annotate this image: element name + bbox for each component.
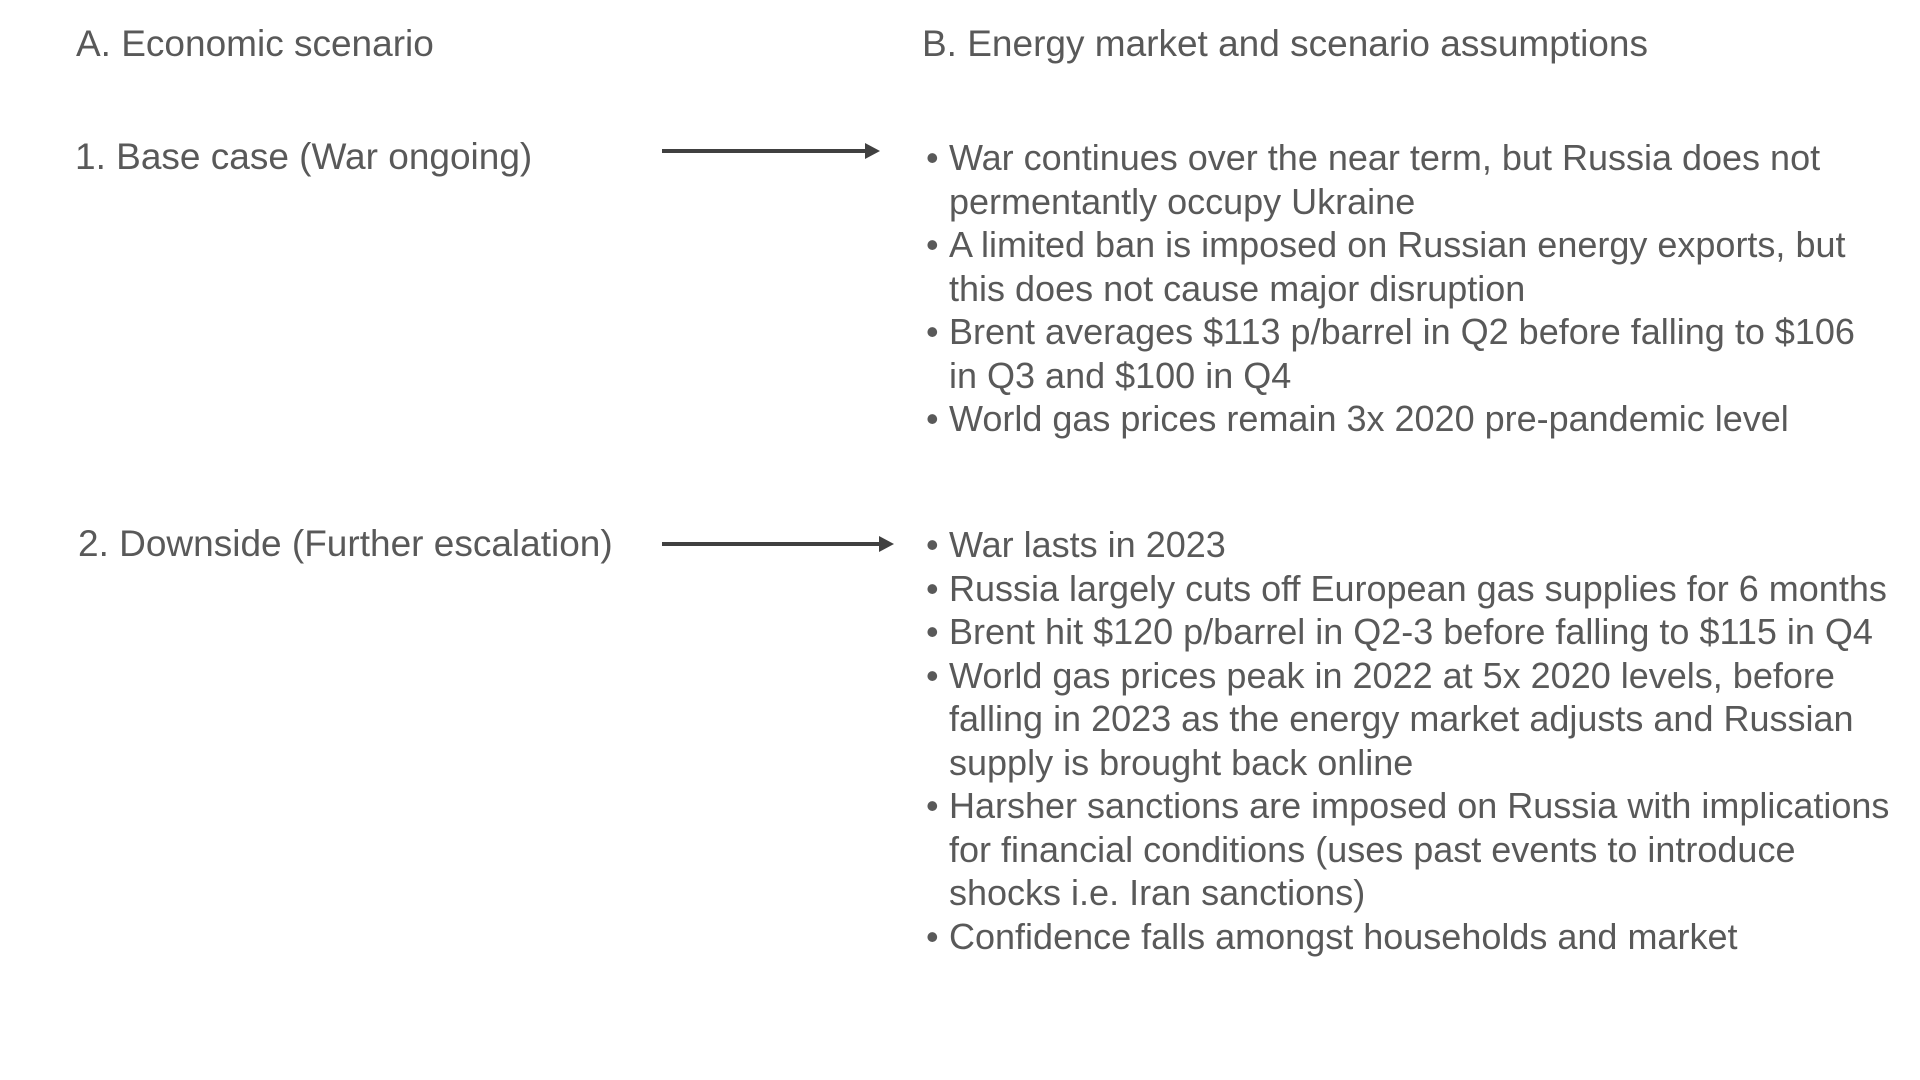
list-item: • Brent averages $113 p/barrel in Q2 before falling to $106 in Q3 and $100 in Q4 bbox=[925, 310, 1920, 397]
list-item: • World gas prices peak in 2022 at 5x 2020 levels, before falling in 2023 as the energy market adjusts and Russian supply is brought back online bbox=[925, 654, 1920, 785]
base-case-label: 1. Base case (War ongoing) bbox=[75, 136, 533, 177]
list-item: • A limited ban is imposed on Russian energy exports, but this does not cause major disruption bbox=[925, 223, 1920, 310]
right-arrow-icon bbox=[662, 534, 894, 554]
list-item: • Harsher sanctions are imposed on Russia with implications for financial conditions (uses past events to introduce shocks i.e. Iran sanctions) bbox=[925, 784, 1920, 915]
downside-label: 2. Downside (Further escalation) bbox=[78, 523, 613, 564]
list-item: • War continues over the near term, but Russia does not permentantly occupy Ukraine bbox=[925, 136, 1920, 223]
right-arrow-icon bbox=[662, 141, 880, 161]
list-item: • Russia largely cuts off European gas supplies for 6 months bbox=[925, 567, 1920, 611]
base-case-assumptions bbox=[925, 136, 1920, 441]
energy-market-header: B. Energy market and scenario assumptions bbox=[922, 23, 1648, 64]
economic-scenario-header: A. Economic scenario bbox=[76, 23, 434, 64]
list-item: • World gas prices remain 3x 2020 pre-pandemic level bbox=[925, 397, 1920, 441]
downside-assumptions bbox=[925, 523, 1920, 958]
list-item: • Confidence falls amongst households and market bbox=[925, 915, 1920, 959]
list-item: • Brent hit $120 p/barrel in Q2-3 before falling to $115 in Q4 bbox=[925, 610, 1920, 654]
list-item: • War lasts in 2023 bbox=[925, 523, 1920, 567]
